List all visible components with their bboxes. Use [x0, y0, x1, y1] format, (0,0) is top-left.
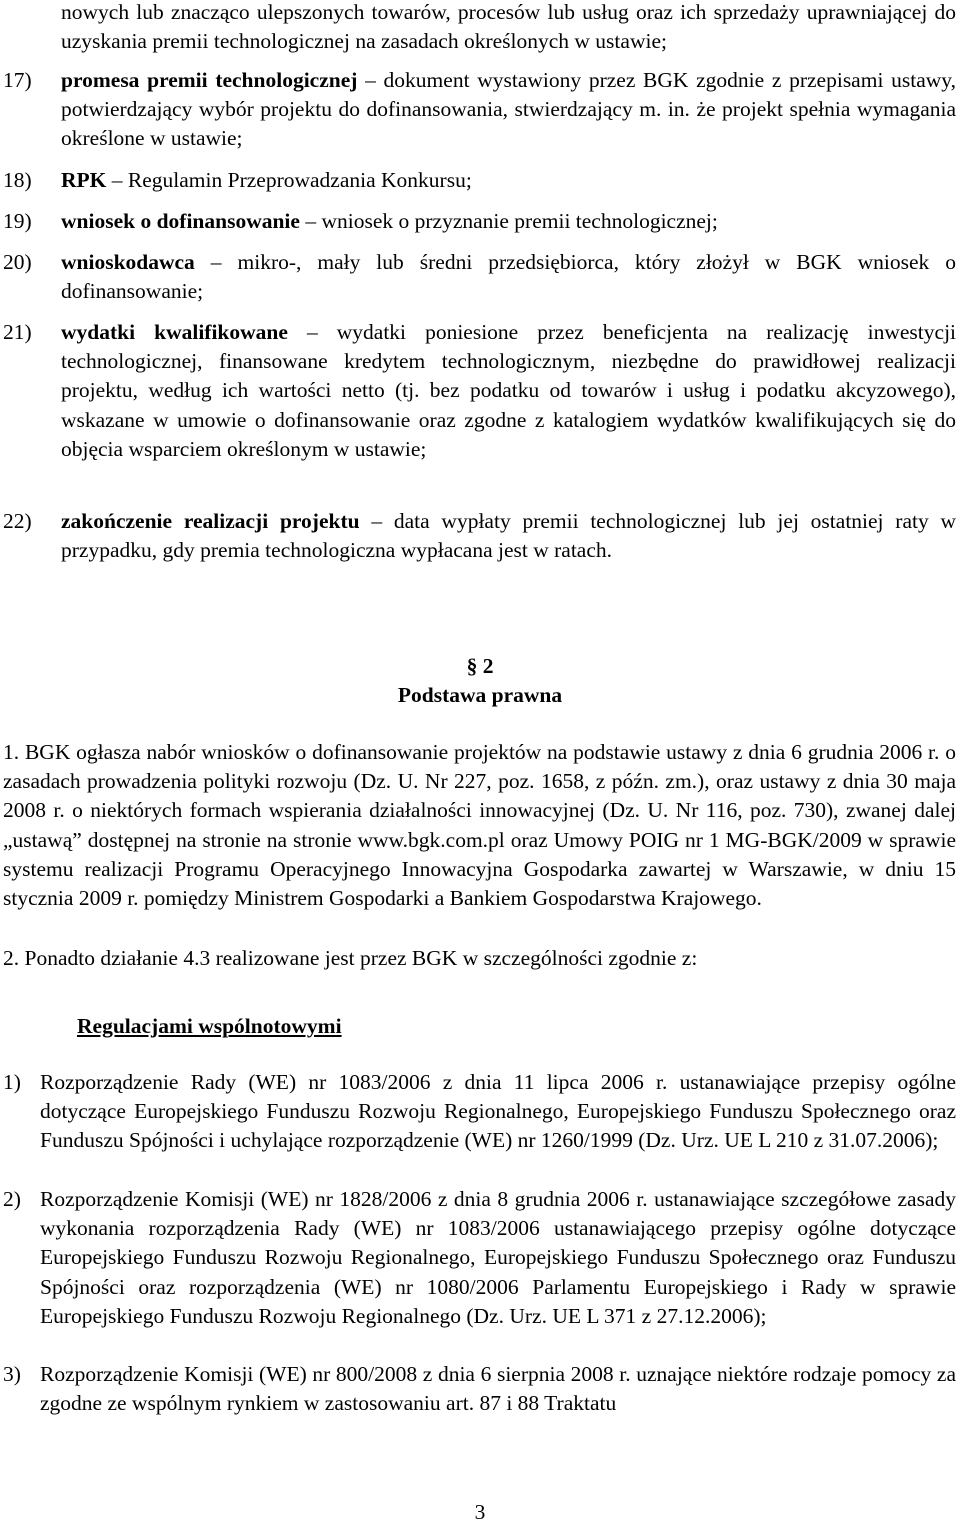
definition-item-20: 20) wnioskodawca – mikro-, mały lub średni przedsiębiorca, który złożył w BGK wniosek o dofinansowanie; [3, 250, 956, 304]
regulation-item-1 [0, 1068, 956, 1156]
paragraph-2: 2. Ponadto działanie 4.3 realizowane jest przez BGK w szczególności zgodnie z: [3, 946, 698, 970]
item-number: 3) [3, 1362, 21, 1386]
term: zakończenie realizacji projektu [61, 509, 360, 533]
term: wniosek o dofinansowanie [61, 209, 300, 233]
item-16-continuation: nowych lub znacząco ulepszonych towarów, procesów lub usług oraz ich sprzedaży uprawniającej do uzyskania premii technologicznej na zasadach określonych w ustawie; [61, 0, 956, 54]
subheading: Regulacjami wspólnotowymi [77, 1014, 342, 1038]
section-title: Podstawa prawna [397, 683, 563, 707]
definition-item-21: 21) wydatki kwalifikowane – wydatki poniesione przez beneficjenta na realizację inwestycji technologicznej, finansowane kredytem technologicznym, niezbędne do prawidłowej realizacji projektu, według ich wartości netto (tj. bez podatku od towarów i usług i podatku akcyzowego), wskazane w umowie o dofinansowanie oraz zgodne z katalogiem wydatków kwalifikujących się do objęcia wsparciem określonym w ustawie; [3, 320, 957, 461]
item-number: 1) [3, 1070, 21, 1094]
definition-item-22: 22) zakończenie realizacji projektu – data wypłaty premii technologicznej lub jej ostatniej raty w przypadku, gdy premia technologiczna wypłacana jest w ratach. [3, 509, 956, 563]
regulation-text: Rozporządzenie Komisji (WE) nr 800/2008 z dnia 6 sierpnia 2008 r. uznające niektóre rodzaje pomocy za zgodne ze wspólnym rynkiem w zastosowaniu art. 87 i 88 Traktatu [40, 1362, 956, 1416]
item-number: 18) [3, 168, 32, 192]
section-symbol-visible: § 2 [466, 654, 494, 678]
definition-text: wniosek o przyznanie premii technologicznej; [321, 209, 718, 233]
item-number: 21) [3, 320, 32, 344]
definition-text: mikro-, mały lub średni przedsiębiorca, który złożył w BGK wniosek o dofinansowanie; [61, 250, 956, 304]
definition-text: dokument wystawiony przez BGK zgodnie z przepisami ustawy, potwierdzający wybór projektu do dofinansowania, stwierdzający m. in. że projekt spełnia wymagania określone w ustawie; [61, 68, 956, 151]
item-number: 2) [3, 1187, 21, 1211]
regulation-text: Rozporządzenie Komisji (WE) nr 1828/2006 z dnia 8 grudnia 2006 r. ustanawiające szczegółowe zasady wykonania rozporządzenia Rady (WE) nr 1083/2006 ustanawiającego przepisy ogólne dotyczące Europejskiego Funduszu Rozwoju Regionalnego, Europejskiego Funduszu Społecznego oraz Funduszu Spójności oraz rozporządzenia (WE) nr 1080/2006 Parlamentu Europejskiego i Rady w sprawie Europejskiego Funduszu Rozwoju Regionalnego (Dz. Urz. UE L 371 z 27.12.2006); [40, 1187, 956, 1328]
item-number: 22) [3, 509, 32, 533]
item-number: 19) [3, 209, 32, 233]
term: wydatki kwalifikowane [61, 320, 288, 344]
item-number: 20) [3, 250, 32, 274]
definition-text: Regulamin Przeprowadzania Konkursu; [127, 168, 472, 192]
definition-item-19: 19) wniosek o dofinansowanie – wniosek o przyznanie premii technologicznej; [0, 207, 956, 236]
regulation-item-2 [0, 1185, 956, 1331]
regulation-item-3 [0, 1360, 956, 1418]
definition-text: wydatki poniesione przez beneficjenta na realizację inwestycji technologicznej, finansowane kredytem technologicznym, niezbędne do prawidłowej realizacji projektu, według ich wartości netto (tj. bez podatku od towarów i usług i podatku akcyzowego), wskazane w umowie o dofinansowanie oraz zgodne z katalogiem wydatków kwalifikujących się do objęcia wsparciem określonym w ustawie; [61, 320, 957, 461]
term: promesa premii technologicznej [61, 68, 358, 92]
paragraph-1: 1. BGK ogłasza nabór wniosków o dofinansowanie projektów na podstawie ustawy z dnia 6 grudnia 2006 r. o zasadach prowadzenia polityki rozwoju (Dz. U. Nr 227, poz. 1658, z późn. zm.), oraz ustawy z dnia 30 maja 2008 r. o niektórych formach wspierania działalności innowacyjnej (Dz. U. Nr 116, poz. 730), zwanej dalej „ustawą” dostępnej na stronie na stronie www.bgk.com.pl oraz Umowy POIG nr 1 MG-BGK/2009 w sprawie systemu realizacji Programu Operacyjnego Innowacyjna Gospodarka zawartej w Warszawie, w dniu 15 stycznia 2009 r. pomiędzy Ministrem Gospodarki a Bankiem Gospodarstwa Krajowego. [3, 740, 956, 911]
page-number: 3 [474, 1500, 486, 1524]
definition-item-17: 17) promesa premii technologicznej – dokument wystawiony przez BGK zgodnie z przepisami ustawy, potwierdzający wybór projektu do dofinansowania, stwierdzający m. in. że projekt spełnia wymagania określone w ustawie; [3, 68, 956, 151]
term: wnioskodawca [61, 250, 195, 274]
item-number: 17) [3, 68, 32, 92]
definition-item-18: 18) RPK – Regulamin Przeprowadzania Konkursu; [0, 166, 956, 195]
term: RPK [61, 168, 107, 192]
regulation-text: Rozporządzenie Rady (WE) nr 1083/2006 z dnia 11 lipca 2006 r. ustanawiające przepisy ogólne dotyczące Europejskiego Funduszu Rozwoju Regionalnego, Europejskiego Funduszu Społecznego oraz Funduszu Spójności i uchylające rozporządzenie (WE) nr 1260/1999 (Dz. Urz. UE L 210 z 31.07.2006); [40, 1070, 956, 1153]
definition-text: data wypłaty premii technologicznej lub jej ostatniej raty w przypadku, gdy premia technologiczna wypłacana jest w ratach. [61, 509, 956, 563]
